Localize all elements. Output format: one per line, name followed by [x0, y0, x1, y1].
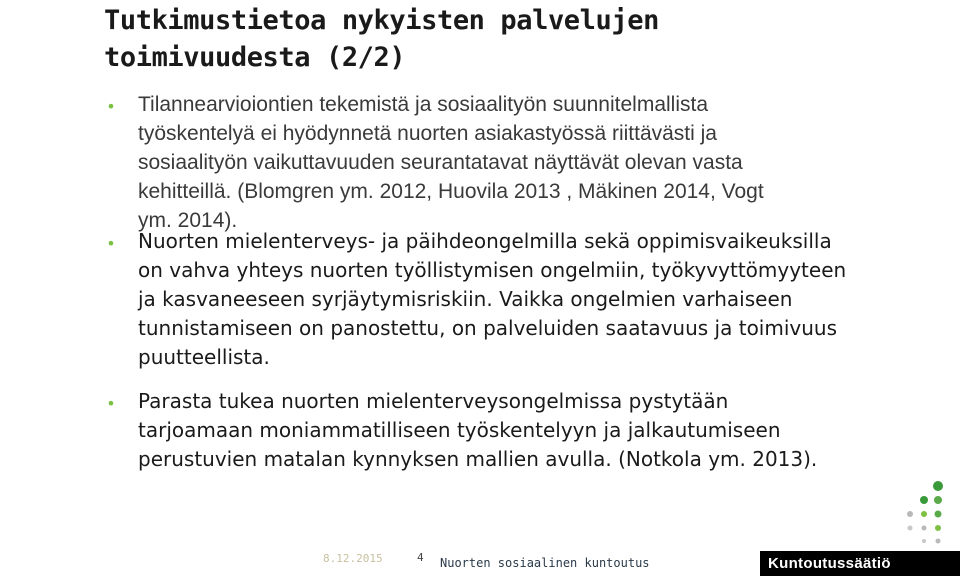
footer-page-number: 4: [417, 551, 424, 564]
bullet-2-line-3: ja kasvaneeseen syrjäytymisriskiin. Vaikka ongelmien varhaiseen: [138, 287, 793, 311]
slide-footer: [0, 546, 960, 576]
bullet-1-line-1: Tilannearvioiontien tekemistä ja sosiaalityön suunnitelmallista: [138, 93, 709, 116]
footer-organization: Nuorten sosiaalinen kuntoutus: [440, 556, 650, 570]
slide-title-line-2: toimivuudesta (2/2): [104, 42, 406, 73]
bullet-dot-icon: •: [106, 234, 116, 253]
bullet-2-line-2: on vahva yhteys nuorten työllistymisen ongelmiin, työkyvyttömyyteen: [138, 258, 847, 282]
bullet-3-line-2: tarjoamaan moniammatilliseen työskentelyyn ja jalkautumiseen: [138, 418, 781, 442]
slide-title: [104, 2, 924, 76]
bullet-2-line-5: puutteellista.: [138, 345, 270, 369]
footer-date: 8.12.2015: [323, 552, 383, 565]
bullet-1-line-5: ym. 2014).: [138, 209, 238, 232]
bullet-3-line-3: perustuvien matalan kynnyksen mallien avulla. (Notkola ym. 2013).: [138, 447, 818, 471]
footer-brand: Kuntoutussäätiö: [760, 551, 960, 576]
bullet-2-line-4: tunnistamiseen on panostettu, on palveluiden saatavuus ja toimivuus: [138, 316, 838, 340]
bullet-dot-icon: •: [106, 97, 116, 116]
bullet-dot-icon: •: [106, 394, 116, 413]
bullet-1-line-3: sosiaalityön vaikuttavuuden seurantatavat näyttävät olevan vasta: [138, 151, 743, 174]
bullet-1-line-4: kehitteillä. (Blomgren ym. 2012, Huovila 2013 , Mäkinen 2014, Vogt: [138, 180, 764, 203]
bullet-3-line-1: Parasta tukea nuorten mielenterveysongelmissa pystytään: [138, 389, 729, 413]
bullet-1-line-2: työskentelyä ei hyödynnetä nuorten asiakastyössä riittävästi ja: [138, 122, 717, 145]
dot-grid-logo-icon: [900, 478, 956, 548]
slide-title-line-1: Tutkimustietoa nykyisten palvelujen: [104, 5, 659, 36]
bullet-2-line-1: Nuorten mielenterveys- ja päihdeongelmilla sekä oppimisvaikeuksilla: [138, 229, 832, 253]
